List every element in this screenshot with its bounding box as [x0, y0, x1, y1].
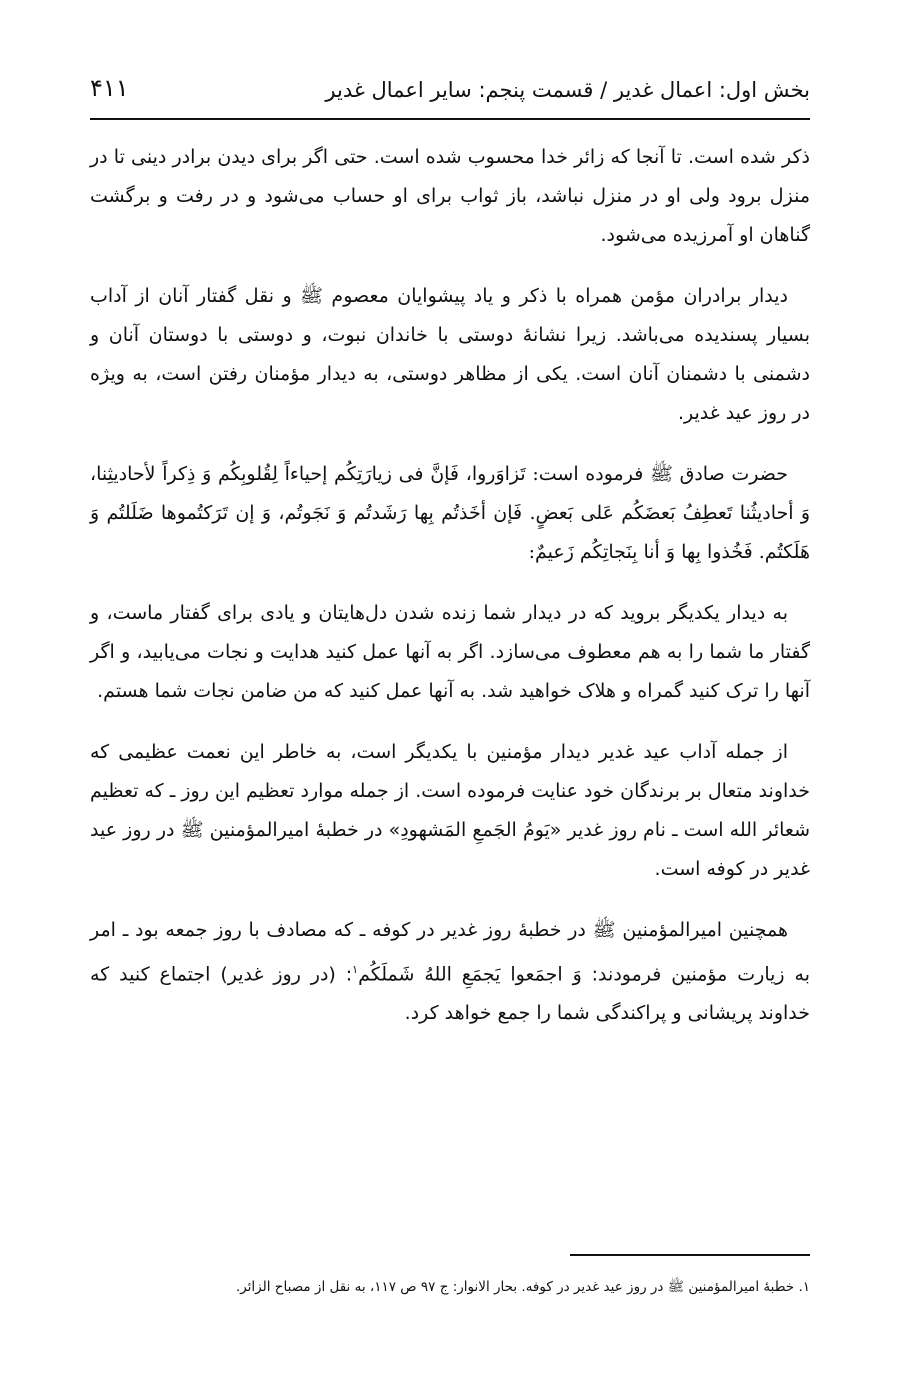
paragraph-6-text-end: : (در روز غدیر) اجتماع کنید که خداوند پریشانی و پراکندگی شما را جمع خواهد کرد. [90, 963, 810, 1025]
header-divider [90, 118, 810, 120]
page-number: ۴۱۱ [90, 74, 129, 102]
paragraph-6-text: همچنین امیرالمؤمنین ﷺ در خطبهٔ روز غدیر در کوفه ـ که مصادف با روز جمعه بود ـ امر به زیارت مؤمنین فرمودند: وَ اجمَعوا یَجمَعِ اللهُ شَملَکُم [90, 919, 810, 986]
footnote-reference: ۱ [352, 963, 359, 976]
main-text [90, 138, 810, 1055]
paragraph-2: دیدار برادران مؤمن همراه با ذکر و یاد پیشوایان معصوم ﷺ و نقل گفتار آنان از آداب بسیار پسندیده می‌باشد. زیرا نشانهٔ دوستی با خاندان نبوت، و دوستی با دوستان آنان و دشمنی با دشمنان آنان است. یکی از مظاهر دوستی، به دیدار مؤمنان رفتن است، به ویژه در روز عید غدیر. [90, 285, 810, 424]
paragraph-hadith: حضرت صادق ﷺ فرموده است: تَزاوَروا، فَإنَّ فی زیارَتِکُم إحیاءاً لِقُلوبِکُم وَ ذِکراً لأحادیثِنا، وَ أحادیثُنا تَعطِفُ بَعضَکُم عَلی بَعضٍ. فَإن أخَذتُم بِها رَشَدتُم وَ نَجَوتُم، وَ إن تَرَکتُموها ضَلَلتُم وَ هَلَکتُم. فَخُذوا بِها وَ أنا بِنَجاتِکُم زَعیمٌ: [90, 463, 810, 563]
paragraph-5: از جمله آداب عید غدیر دیدار مؤمنین با یکدیگر است، به خاطر این نعمت عظیمی که خداوند متعال بر برندگان خود عنایت فرموده است. از جمله موارد تعظیم این روز ـ که تعظیم شعائر الله است ـ نام روز غدیر «یَومُ الجَمعِ المَشهودِ» در خطبهٔ امیرالمؤمنین ﷺ در روز عید غدیر در کوفه است. [90, 741, 810, 880]
footnote-divider [570, 1254, 810, 1256]
paragraph-1: ذکر شده است. تا آنجا که زائر خدا محسوب شده است. حتی اگر برای دیدن برادر دینی تا در منزل برود ولی او در منزل نباشد، باز ثواب برای او حساب می‌شود و در رفت و برگشت گناهان او آمرزیده می‌شود. [90, 146, 810, 246]
paragraph-translation: به دیدار یکدیگر بروید که در دیدار شما زنده شدن دل‌هایتان و یادی برای گفتار ماست، و گفتار ما شما را به هم معطوف می‌سازد. اگر به آنها عمل کنید هدایت و نجات می‌یابید، و اگر آنها را ترک کنید گمراه و هلاک خواهید شد. به آنها عمل کنید که من ضامن نجات شما هستم. [90, 602, 810, 702]
page-header [90, 70, 810, 110]
running-title: بخش اول: اعمال غدیر / قسمت پنجم: سایر اعمال غدیر [325, 78, 810, 102]
paragraph-6 [90, 911, 810, 1033]
footnote: ۱. خطبهٔ امیرالمؤمنین ﷺ در روز عید غدیر در کوفه. بحار الانوار: ج ۹۷ ص ۱۱۷، به نقل از مصباح الزائر. [235, 1279, 810, 1295]
